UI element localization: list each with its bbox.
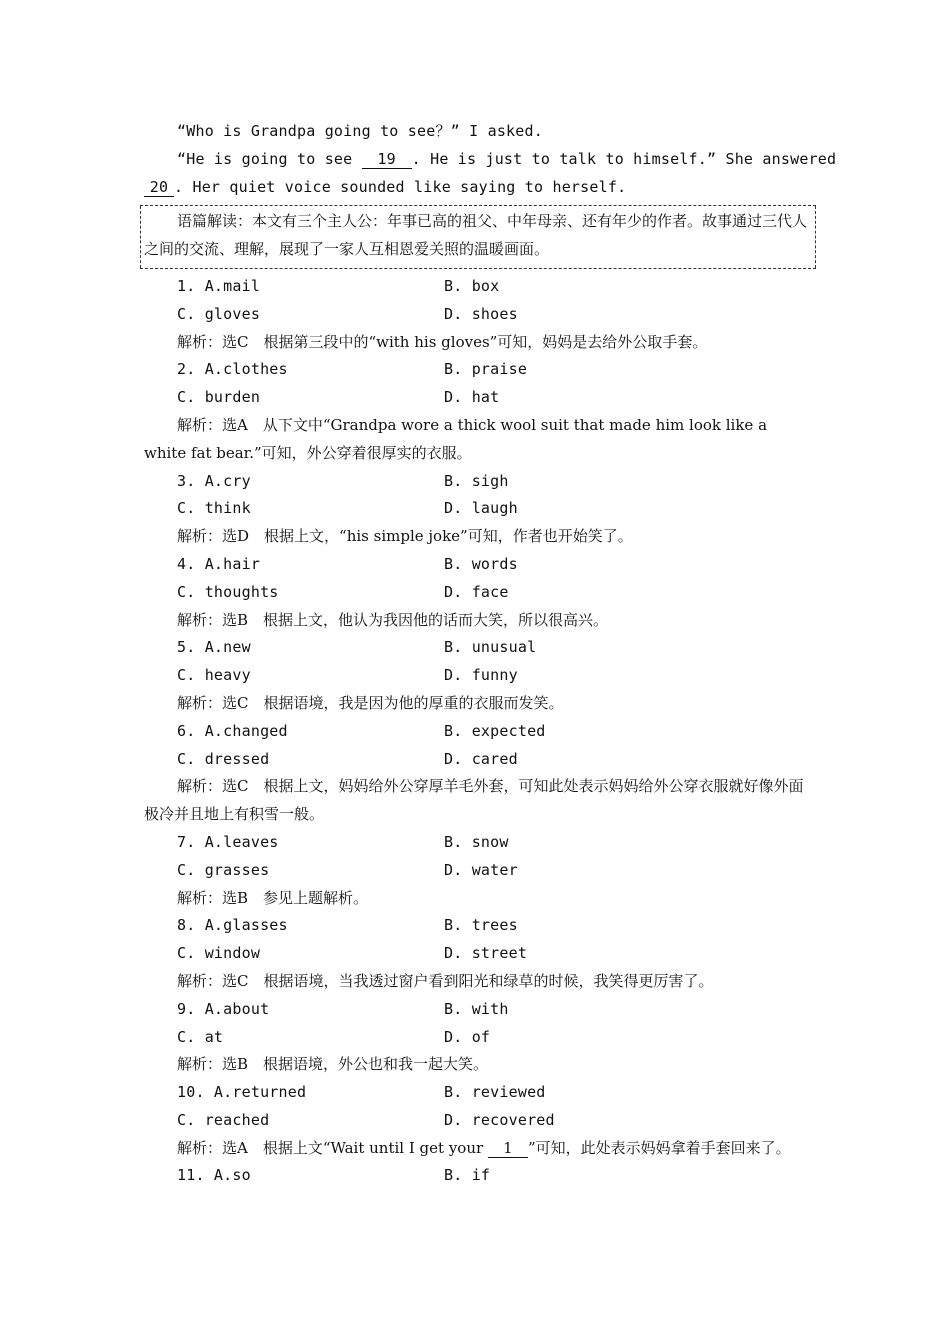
analysis-text: 解析：选C 根据上文，妈妈给外公穿厚羊毛外套，可知此处表示妈妈给外公穿衣服就好像外面极冷并且地上有积雪一般。 xyxy=(144,777,804,824)
option-c: C. reached xyxy=(177,1110,270,1129)
option-d: D. of xyxy=(444,1027,491,1046)
option-c: C. grasses xyxy=(177,860,270,879)
analysis-text: 解析：选C 根据语境，当我透过窗户看到阳光和绿草的时候，我笑得更厉害了。 xyxy=(177,971,714,990)
question-options-row xyxy=(144,634,812,662)
question-options-row xyxy=(144,1162,812,1190)
option-c: C. gloves xyxy=(177,304,261,323)
question-10 xyxy=(144,1079,812,1162)
option-b: B. expected xyxy=(444,721,546,740)
passage-text: “He is going to see xyxy=(177,149,362,168)
question-options-row xyxy=(144,551,812,579)
option-a: 5. A.new xyxy=(177,638,251,657)
question-item xyxy=(144,273,812,356)
blank-1: 1 xyxy=(488,1139,528,1158)
option-a: 1. A.mail xyxy=(177,276,261,295)
question-options-row xyxy=(144,912,812,940)
option-c: C. dressed xyxy=(177,749,270,768)
option-a: 11. A.so xyxy=(177,1166,251,1185)
question-options-row xyxy=(144,1079,812,1107)
option-d: D. laugh xyxy=(444,499,518,518)
question-options-row xyxy=(144,857,812,885)
question-options-row xyxy=(144,996,812,1024)
option-c: C. thoughts xyxy=(177,582,279,601)
option-c: C. think xyxy=(177,499,251,518)
question-options-row xyxy=(144,384,812,412)
question-item xyxy=(144,551,812,634)
question-item xyxy=(144,356,812,467)
reading-note-box xyxy=(140,205,816,269)
passage-line-1: “Who is Grandpa going to see？” I asked. xyxy=(177,122,543,140)
option-d: D. shoes xyxy=(444,304,518,323)
analysis-part: ”可知，此处表示妈妈拿着手套回来了。 xyxy=(527,1138,791,1157)
question-options-row xyxy=(144,301,812,329)
question-item xyxy=(144,996,812,1079)
option-b: B. reviewed xyxy=(444,1083,546,1102)
question-options-row xyxy=(144,495,812,523)
question-options-row xyxy=(144,356,812,384)
analysis-part: 解析：选A 根据上文“Wait until I get your xyxy=(177,1138,488,1157)
option-b: B. box xyxy=(444,276,500,295)
analysis-text xyxy=(144,1135,812,1163)
analysis-text: 解析：选B 根据语境，外公也和我一起大笑。 xyxy=(177,1055,489,1074)
question-options-row xyxy=(144,1107,812,1135)
passage-line-3 xyxy=(144,174,812,202)
question-options-row xyxy=(144,1024,812,1052)
option-c: C. window xyxy=(177,944,261,963)
analysis-text: 解析：选C 根据语境，我是因为他的厚重的衣服而发笑。 xyxy=(177,693,564,712)
option-a: 7. A.leaves xyxy=(177,832,279,851)
option-c: C. heavy xyxy=(177,666,251,685)
analysis-text: 解析：选A 从下文中“Grandpa wore a thick wool suit that made him look like a white fat bear.”可知，外公穿着很厚实的衣服。 xyxy=(144,415,768,462)
option-b: B. unusual xyxy=(444,638,537,657)
analysis-text: 解析：选B 参见上题解析。 xyxy=(177,888,369,907)
question-options-row xyxy=(144,718,812,746)
blank-19: 19 xyxy=(362,150,412,169)
option-b: B. trees xyxy=(444,916,518,935)
option-c: C. at xyxy=(177,1027,224,1046)
question-list xyxy=(144,273,812,1079)
option-a: 9. A.about xyxy=(177,999,270,1018)
passage-line-2 xyxy=(144,146,837,174)
option-a: 6. A.changed xyxy=(177,721,288,740)
question-item xyxy=(144,468,812,551)
option-d: D. water xyxy=(444,860,518,879)
option-b: B. if xyxy=(444,1166,491,1185)
document-body xyxy=(144,118,837,1190)
question-item xyxy=(144,829,812,912)
option-b: B. words xyxy=(444,554,518,573)
question-options-row xyxy=(144,468,812,496)
question-item xyxy=(144,718,812,829)
option-b: B. sigh xyxy=(444,471,509,490)
question-options-row xyxy=(144,829,812,857)
question-options-row xyxy=(144,662,812,690)
question-options-row xyxy=(144,273,812,301)
question-item xyxy=(144,634,812,717)
question-11 xyxy=(144,1162,812,1190)
passage-text: . Her quiet voice sounded like saying to herself. xyxy=(174,177,627,196)
reading-note: 语篇解读：本文有三个主人公：年事已高的祖父、中年母亲、还有年少的作者。故事通过三代人之间的交流、理解，展现了一家人互相恩爱关照的温暖画面。 xyxy=(144,212,808,259)
option-d: D. funny xyxy=(444,666,518,685)
option-d: D. cared xyxy=(444,749,518,768)
analysis-text: 解析：选B 根据上文，他认为我因他的话而大笑，所以很高兴。 xyxy=(177,610,609,629)
question-options-row xyxy=(144,579,812,607)
question-options-row xyxy=(144,746,812,774)
option-d: D. recovered xyxy=(444,1110,555,1129)
option-b: B. snow xyxy=(444,832,509,851)
option-a: 2. A.clothes xyxy=(177,360,288,379)
option-a: 8. A.glasses xyxy=(177,916,288,935)
question-options-row xyxy=(144,940,812,968)
question-item xyxy=(144,912,812,995)
option-d: D. face xyxy=(444,582,509,601)
analysis-text: 解析：选D 根据上文，“his simple joke”可知，作者也开始笑了。 xyxy=(177,527,633,546)
option-d: D. street xyxy=(444,944,528,963)
option-c: C. burden xyxy=(177,388,261,407)
analysis-text: 解析：选C 根据第三段中的“with his gloves”可知，妈妈是去给外公取手套。 xyxy=(177,332,708,351)
blank-20: 20 xyxy=(144,178,174,197)
option-a: 4. A.hair xyxy=(177,554,261,573)
option-a: 3. A.cry xyxy=(177,471,251,490)
option-b: B. with xyxy=(444,999,509,1018)
option-a: 10. A.returned xyxy=(177,1083,307,1102)
option-b: B. praise xyxy=(444,360,528,379)
passage-text: . He is just to talk to himself.” She answered xyxy=(411,149,837,168)
option-d: D. hat xyxy=(444,388,500,407)
